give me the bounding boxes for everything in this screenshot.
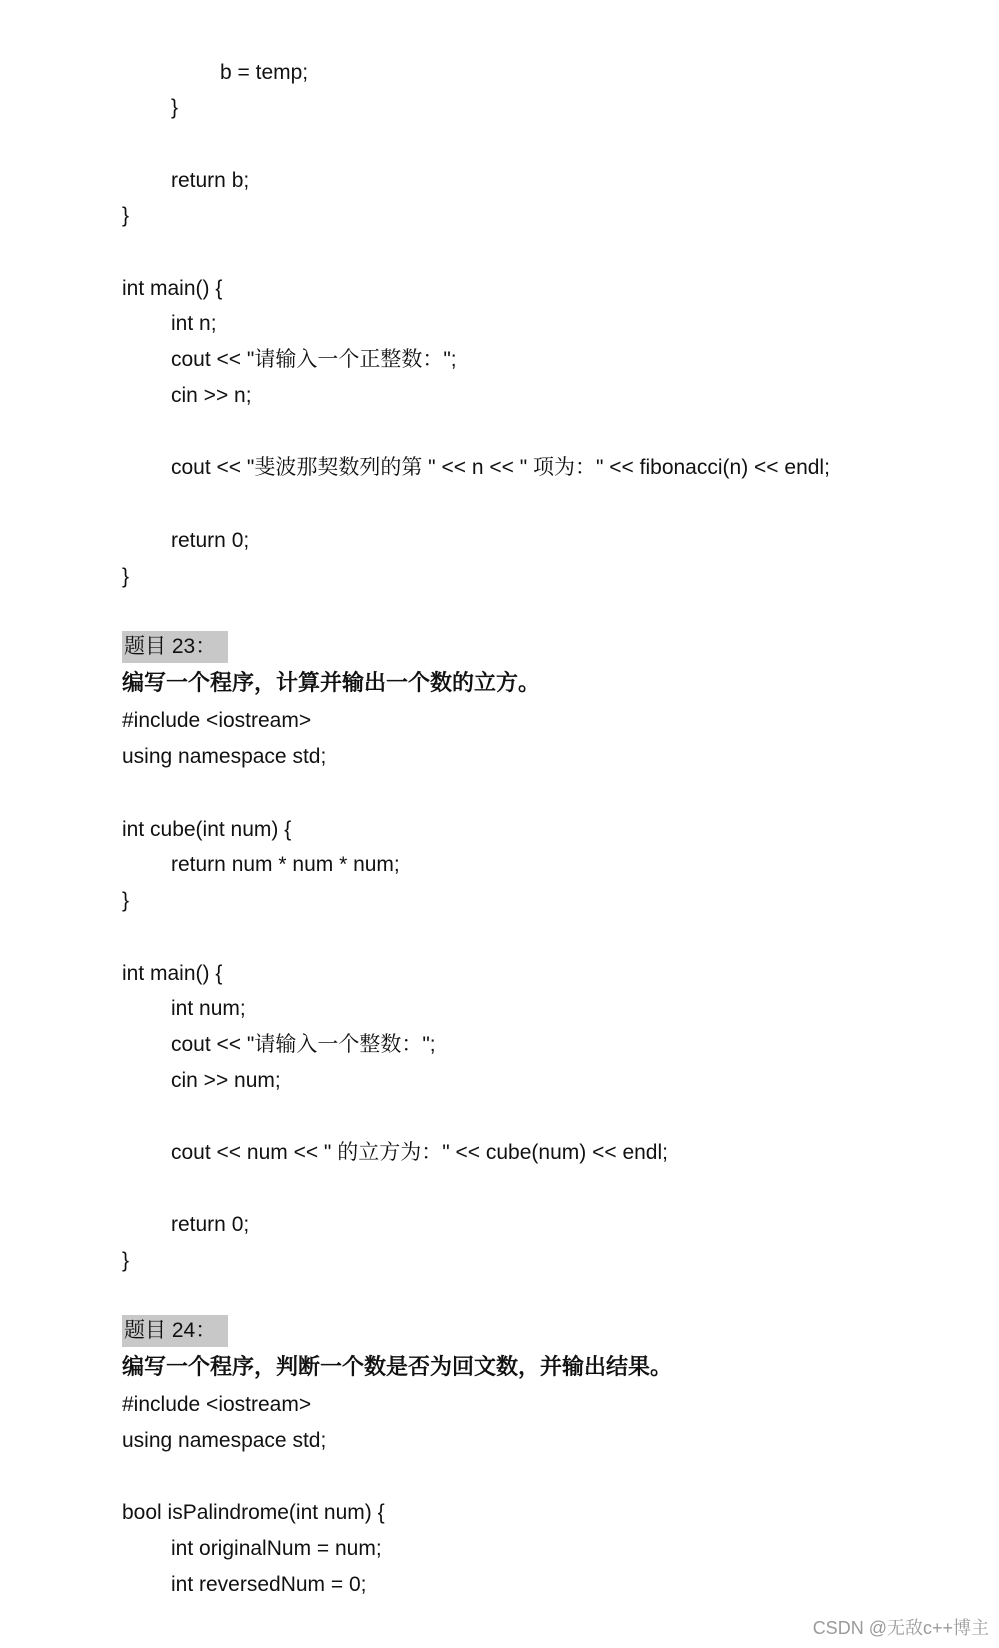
question-description: 编写一个程序，判断一个数是否为回文数，并输出结果。: [122, 1354, 673, 1379]
code-line: cout << num << " 的立方为：" << cube(num) << endl;: [171, 1141, 668, 1164]
code-line: #include <iostream>: [122, 709, 312, 732]
code-line: cout << "斐波那契数列的第 " << n << " 项为：" << fibonacci(n) << endl;: [171, 456, 830, 479]
question-heading: 题目 23：: [122, 631, 228, 663]
code-line: cout << "请输入一个整数：";: [171, 1033, 436, 1056]
code-line: #include <iostream>: [122, 1393, 312, 1416]
code-line: return b;: [171, 169, 250, 192]
watermark: CSDN @无敌c++博主: [812, 1618, 989, 1638]
code-line: b = temp;: [220, 61, 309, 84]
code-line: return num * num * num;: [171, 853, 400, 876]
code-line: }: [122, 1249, 130, 1272]
code-line: }: [171, 96, 179, 119]
code-line: int num;: [171, 997, 246, 1020]
code-line: }: [122, 204, 130, 227]
question-description: 编写一个程序，计算并输出一个数的立方。: [122, 670, 541, 695]
code-line: cin >> n;: [171, 384, 252, 407]
code-line: using namespace std;: [122, 745, 327, 768]
code-line: int main() {: [122, 277, 223, 300]
code-line: int main() {: [122, 962, 223, 985]
question-heading: 题目 24：: [122, 1315, 228, 1347]
code-line: int originalNum = num;: [171, 1537, 382, 1560]
code-line: cout << "请输入一个正整数：";: [171, 348, 457, 371]
code-line: int reversedNum = 0;: [171, 1573, 367, 1596]
code-line: }: [122, 889, 130, 912]
code-line: using namespace std;: [122, 1429, 327, 1452]
code-line: return 0;: [171, 529, 250, 552]
code-line: bool isPalindrome(int num) {: [122, 1501, 385, 1524]
code-line: cin >> num;: [171, 1069, 281, 1092]
code-line: }: [122, 565, 130, 588]
code-line: int cube(int num) {: [122, 818, 292, 841]
code-line: return 0;: [171, 1213, 250, 1236]
code-line: int n;: [171, 312, 217, 335]
